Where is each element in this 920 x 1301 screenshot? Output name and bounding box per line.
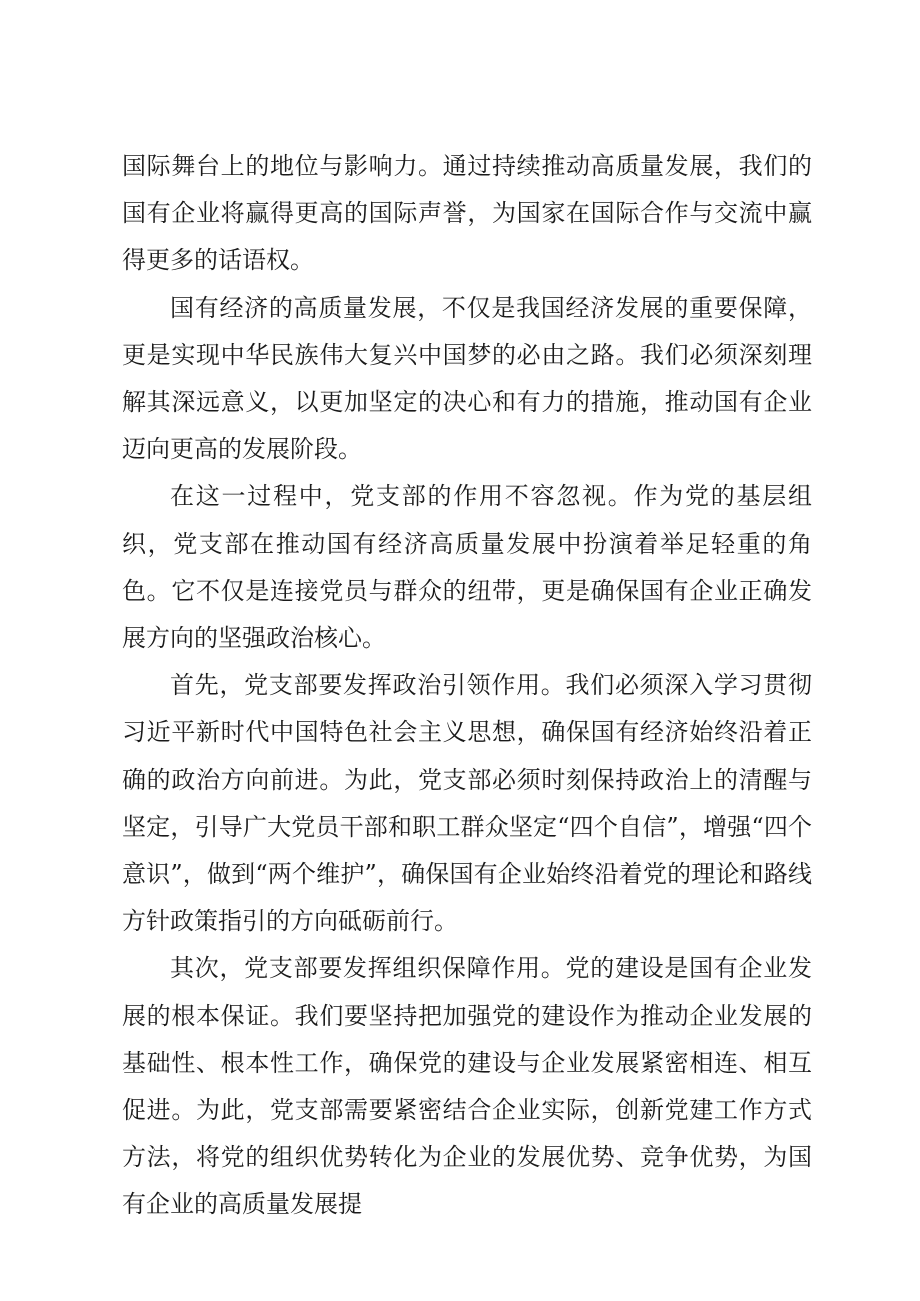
paragraph-continuation: 国际舞台上的地位与影响力。通过持续推动高质量发展，我们的国有企业将赢得更高的国际声誉，为国家在国际合作与交流中赢得更多的话语权。: [122, 152, 812, 275]
document-body: [122, 143, 812, 1229]
paragraph-organizational-guarantee: 其次，党支部要发挥组织保障作用。党的建设是国有企业发展的根本保证。我们要坚持把加强党的建设作为推动企业发展的基础性、根本性工作，确保党的建设与企业发展紧密相连、相互促进。为此，党支部需要紧密结合企业实际，创新党建工作方式方法，将党的组织优势转化为企业的发展优势、竞争优势，为国有企业的高质量发展提: [122, 954, 812, 1219]
paragraph-party-branch-role: 在这一过程中，党支部的作用不容忽视。作为党的基层组织，党支部在推动国有经济高质量发展中扮演着举足轻重的角色。它不仅是连接党员与群众的纽带，更是确保国有企业正确发展方向的坚强政治核心。: [122, 482, 812, 653]
paragraph-high-quality-development: 国有经济的高质量发展，不仅是我国经济发展的重要保障，更是实现中华民族伟大复兴中国梦的必由之路。我们必须深刻理解其深远意义，以更加坚定的决心和有力的措施，推动国有企业迈向更高的发展阶段。: [122, 293, 812, 464]
paragraph-political-leadership: 首先，党支部要发挥政治引领作用。我们必须深入学习贯彻习近平新时代中国特色社会主义思想，确保国有经济始终沿着正确的政治方向前进。为此，党支部必须时刻保持政治上的清醒与坚定，引导广大党员干部和职工群众坚定“四个自信”，增强“四个意识”，做到“两个维护”，确保国有企业始终沿着党的理论和路线方针政策指引的方向砥砺前行。: [122, 671, 812, 936]
